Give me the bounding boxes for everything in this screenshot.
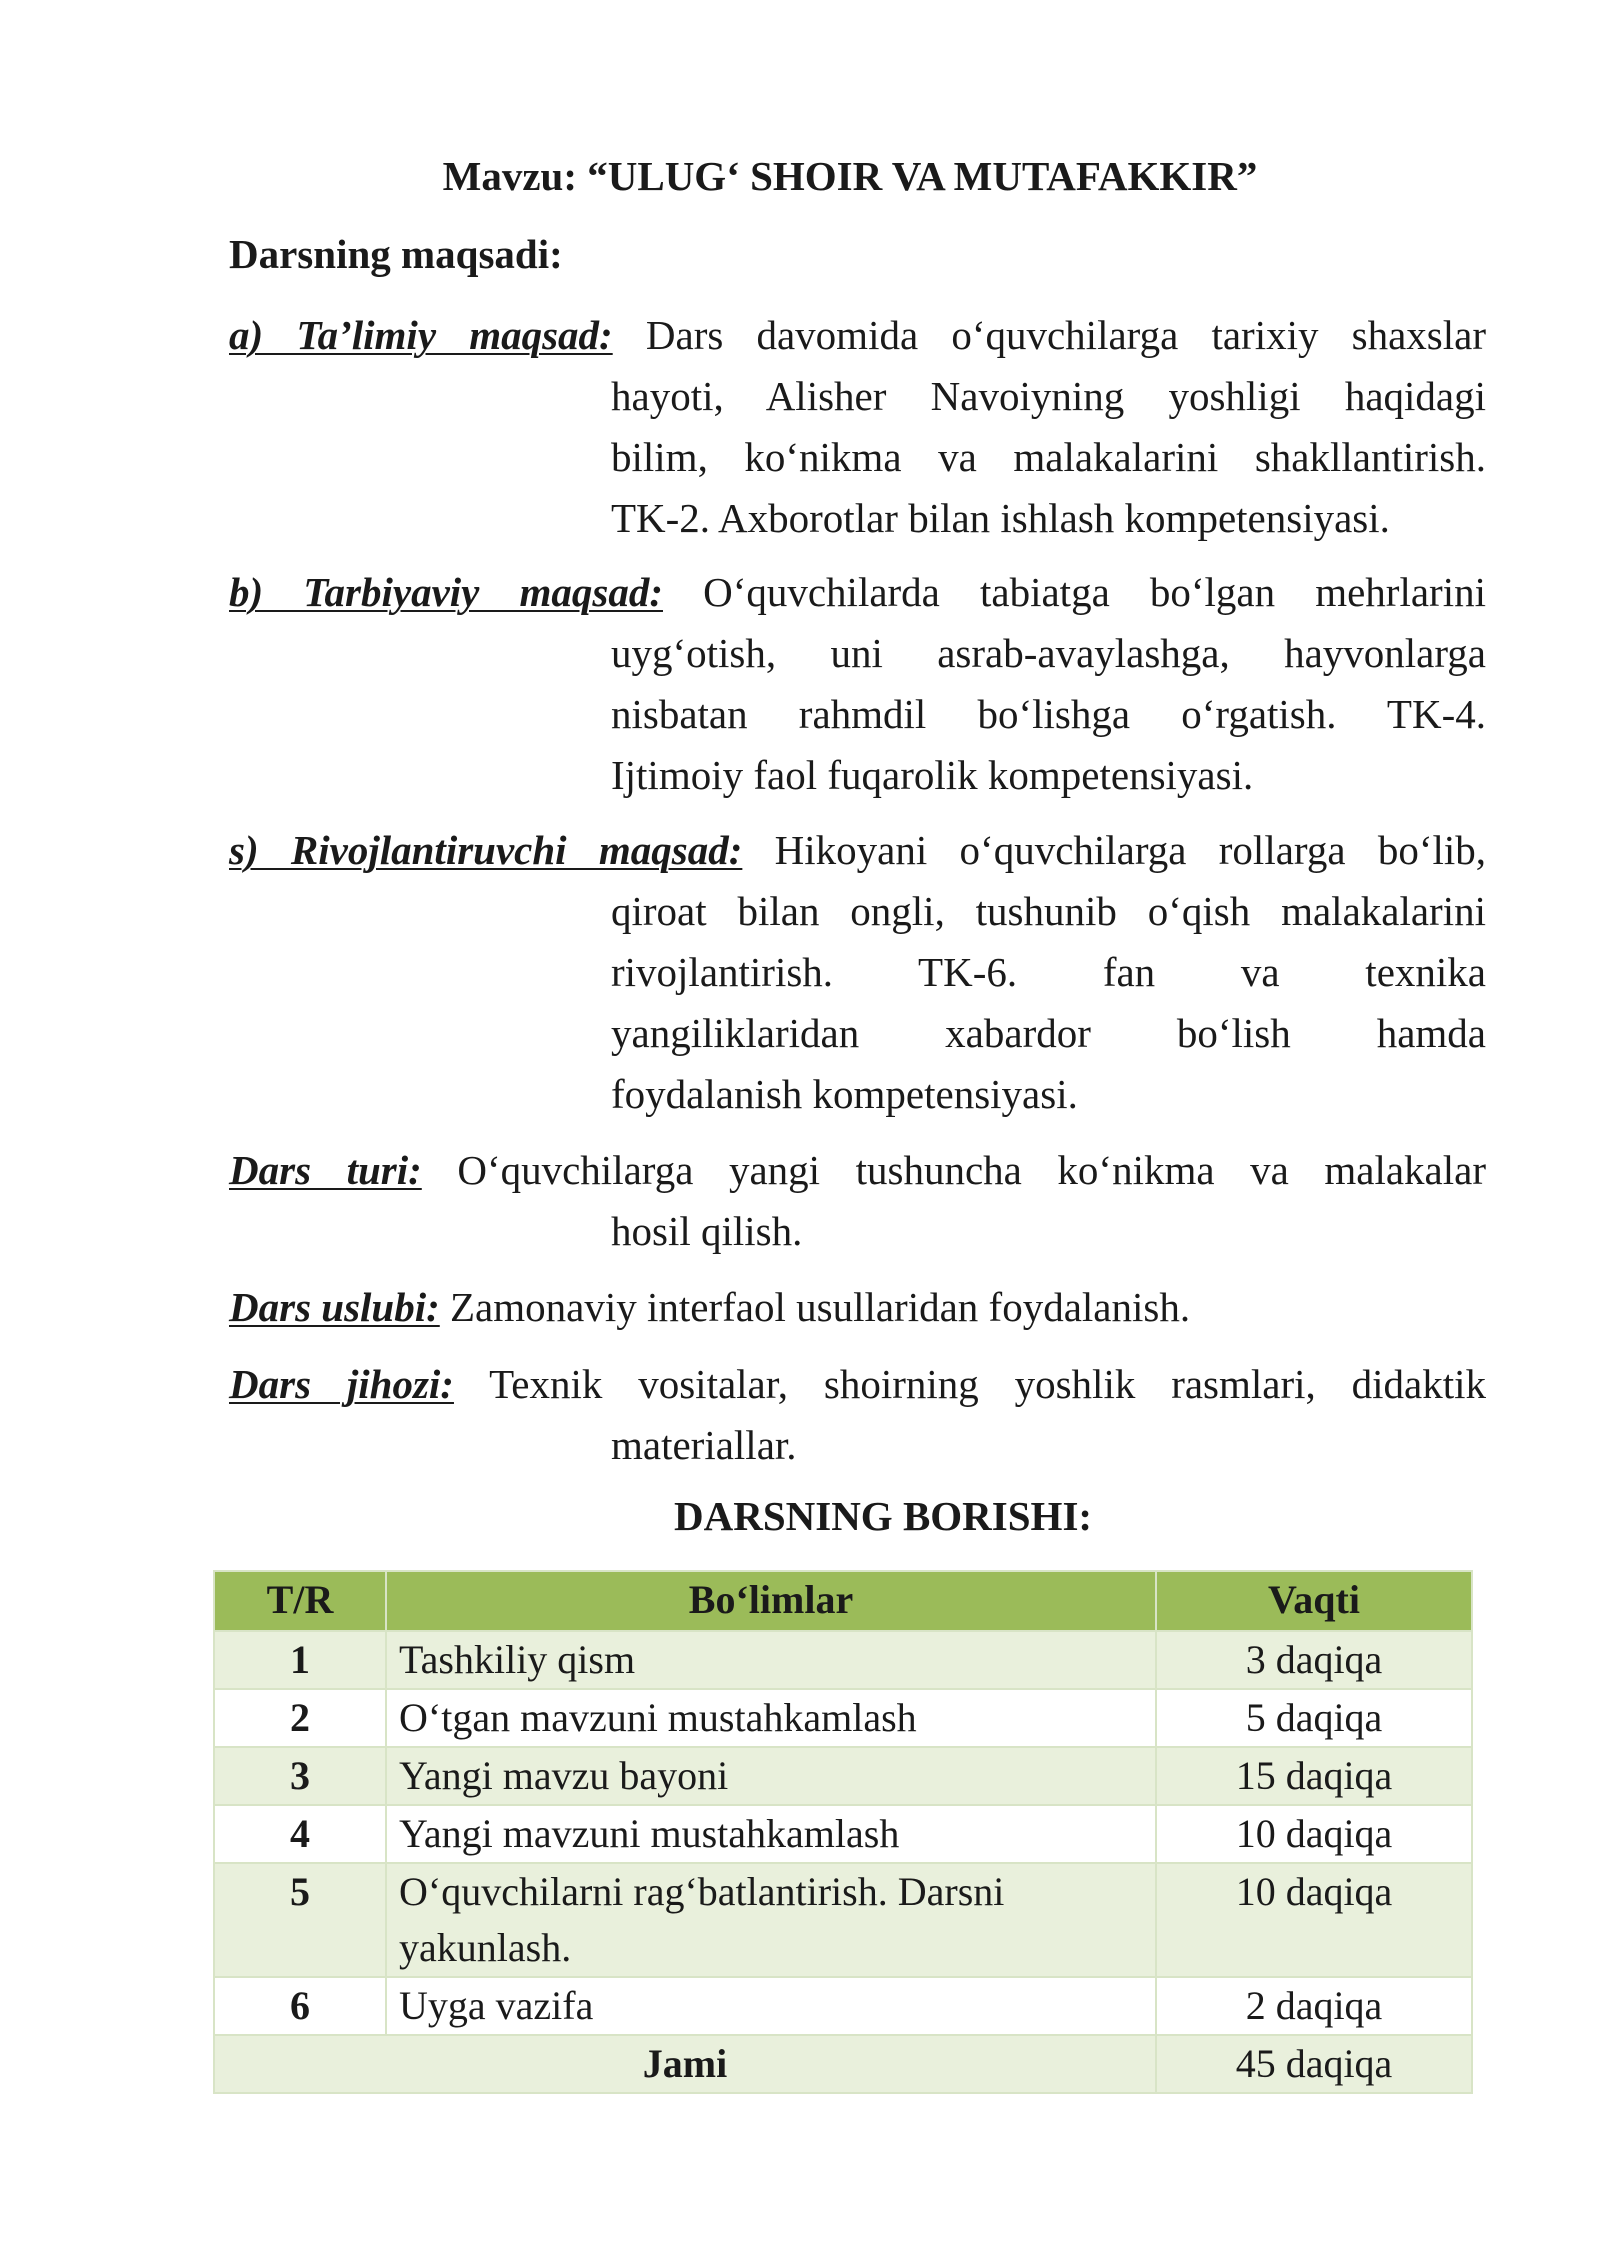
section-label: b) Tarbiyaviy maqsad: xyxy=(229,569,663,615)
section-label: Dars uslubi: xyxy=(229,1284,440,1330)
row-number: 3 xyxy=(214,1747,386,1805)
section-first-text: Hikoyani o‘quvchilarga rollarga bo‘lib, xyxy=(774,827,1486,873)
row-section: Yangi mavzuni mustahkamlash xyxy=(386,1805,1156,1863)
section-first-text: Texnik vositalar, shoirning yoshlik rasmlari, didaktik xyxy=(489,1361,1487,1407)
row-number: 6 xyxy=(214,1977,386,2035)
row-time: 10 daqiqa xyxy=(1156,1863,1472,1977)
section-first-text: Zamonaviy interfaol usullaridan foydalanish. xyxy=(450,1284,1191,1330)
section-line: qiroat bilan ongli, tushunib o‘qish malakalarini xyxy=(611,888,1486,934)
section-line: yangiliklaridan xabardor bo‘lish hamda xyxy=(611,1010,1486,1056)
table-row xyxy=(214,1805,1472,1863)
row-time: 10 daqiqa xyxy=(1156,1805,1472,1863)
table-total-row xyxy=(214,2035,1472,2093)
section-label: a) Ta’limiy maqsad: xyxy=(229,312,613,358)
row-section: O‘quvchilarni rag‘batlantirish. Darsni yakunlash. xyxy=(386,1863,1156,1977)
row-number: 1 xyxy=(214,1631,386,1689)
row-time: 3 daqiqa xyxy=(1156,1631,1472,1689)
section-body xyxy=(611,1415,1486,1476)
section-first-text: O‘quvchilarda tabiatga bo‘lgan mehrlarini xyxy=(703,569,1486,615)
lesson-plan-table xyxy=(213,1570,1473,2094)
table-row xyxy=(214,1631,1472,1689)
section-first-line xyxy=(229,1140,1486,1201)
section-line: hosil qilish. xyxy=(611,1208,803,1254)
section-line: foydalanish kompetensiyasi. xyxy=(611,1071,1078,1117)
section-line: hayoti, Alisher Navoiyning yoshligi haqidagi xyxy=(611,373,1486,419)
row-time: 2 daqiqa xyxy=(1156,1977,1472,2035)
section-line: bilim, ko‘nikma va malakalarini shakllantirish. xyxy=(611,434,1486,480)
section-line: materiallar. xyxy=(611,1422,797,1468)
lesson-equipment-section xyxy=(229,1354,1486,1476)
row-section: O‘tgan mavzuni mustahkamlash xyxy=(386,1689,1156,1747)
column-header-number: T/R xyxy=(214,1571,386,1631)
goal-section-educational xyxy=(229,305,1486,549)
goal-section-developmental xyxy=(229,820,1486,1125)
goal-section-upbringing xyxy=(229,562,1486,806)
section-first-line xyxy=(229,1277,1486,1338)
section-line: TK-2. Axborotlar bilan ishlash kompetensiyasi. xyxy=(611,495,1390,541)
column-header-time: Vaqti xyxy=(1156,1571,1472,1631)
section-line: nisbatan rahmdil bo‘lishga o‘rgatish. TK-4. xyxy=(611,691,1486,737)
section-first-line xyxy=(229,305,1486,366)
section-body xyxy=(611,881,1486,1125)
section-label: Dars jihozi: xyxy=(229,1361,454,1407)
row-section: Yangi mavzu bayoni xyxy=(386,1747,1156,1805)
total-label: Jami xyxy=(214,2035,1156,2093)
column-header-sections: Bo‘limlar xyxy=(386,1571,1156,1631)
table-row xyxy=(214,1689,1472,1747)
row-number: 4 xyxy=(214,1805,386,1863)
table-row xyxy=(214,1747,1472,1805)
section-first-line xyxy=(229,820,1486,881)
lesson-flow-title: DARSNING BORISHI: xyxy=(674,1493,1093,1539)
lesson-method-section xyxy=(229,1277,1486,1338)
section-body xyxy=(611,1201,1486,1262)
row-section: Uyga vazifa xyxy=(386,1977,1156,2035)
table-header-row xyxy=(214,1571,1472,1631)
table-row xyxy=(214,1977,1472,2035)
row-time: 15 daqiqa xyxy=(1156,1747,1472,1805)
row-section: Tashkiliy qism xyxy=(386,1631,1156,1689)
table-row xyxy=(214,1863,1472,1977)
section-first-line xyxy=(229,562,1486,623)
total-time: 45 daqiqa xyxy=(1156,2035,1472,2093)
section-first-line xyxy=(229,1354,1486,1415)
row-time: 5 daqiqa xyxy=(1156,1689,1472,1747)
section-body xyxy=(611,366,1486,549)
section-label: s) Rivojlantiruvchi maqsad: xyxy=(229,827,743,873)
section-first-text: Dars davomida o‘quvchilarga tarixiy shaxslar xyxy=(645,312,1486,358)
goals-heading: Darsning maqsadi: xyxy=(229,231,563,277)
row-number: 5 xyxy=(214,1863,386,1977)
section-line: Ijtimoiy faol fuqarolik kompetensiyasi. xyxy=(611,752,1254,798)
section-body xyxy=(611,623,1486,806)
section-line: rivojlantirish. TK-6. fan va texnika xyxy=(611,949,1486,995)
lesson-type-section xyxy=(229,1140,1486,1262)
row-number: 2 xyxy=(214,1689,386,1747)
section-line: uyg‘otish, uni asrab-avaylashga, hayvonlarga xyxy=(611,630,1486,676)
section-first-text: O‘quvchilarga yangi tushuncha ko‘nikma va malakalar xyxy=(457,1147,1486,1193)
section-label: Dars turi: xyxy=(229,1147,422,1193)
lesson-title: Mavzu: “ULUG‘ SHOIR VA MUTAFAKKIR” xyxy=(442,153,1258,199)
